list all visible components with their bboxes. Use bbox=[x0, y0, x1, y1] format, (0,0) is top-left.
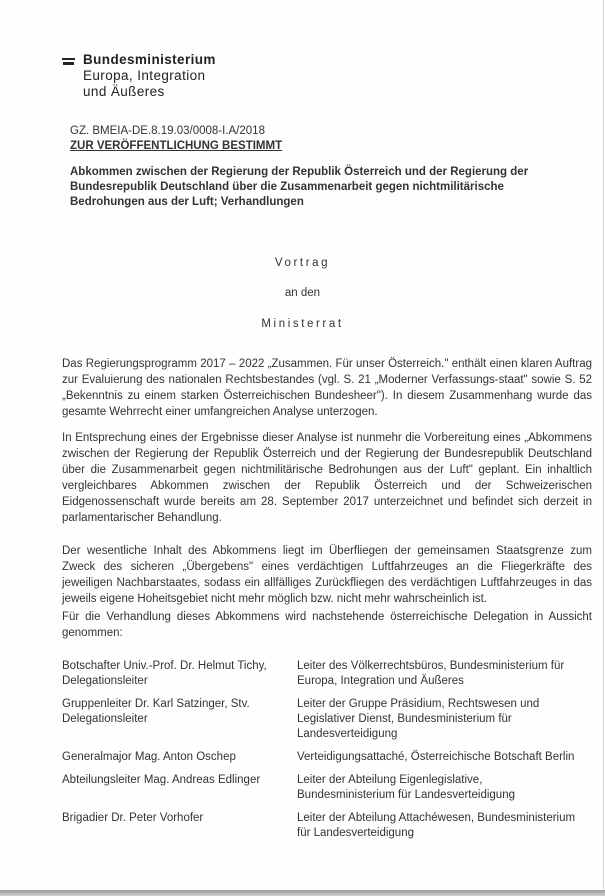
ministry-name bbox=[83, 52, 283, 100]
ministry-name-line3: und Äußeres bbox=[83, 84, 165, 99]
austrian-ministry-mark-icon bbox=[62, 58, 75, 67]
heading-an-den: an den bbox=[284, 287, 321, 299]
member-name: Brigadier Dr. Peter Vorhofer bbox=[62, 812, 204, 824]
member-role: Verteidigungsattaché, Österreichische Botschaft Berlin bbox=[297, 751, 575, 763]
member-name: Generalmajor Mag. Anton Oschep bbox=[62, 751, 236, 763]
delegation-member bbox=[62, 659, 592, 689]
publication-note: ZUR VERÖFFENTLICHUNG BESTIMMT bbox=[70, 140, 283, 152]
delegation-member bbox=[62, 697, 592, 742]
paragraph-1: Das Regierungsprogramm 2017 – 2022 „Zusammen. Für unser Österreich." enthält einen klaren Auftrag zur Evaluierung des nationalen Rechtsbestandes (vgl. S. 21 „Moderner Verfassungs-staat" sowie S. 52 „Bekenntnis zu einem starken Österreichischen Bundesheer"). In diesem Zusammenhang wurde das gesamte Wehrrecht einer umfangreichen Analyse unterzogen. bbox=[62, 358, 592, 418]
heading-vortrag: Vortrag bbox=[274, 257, 331, 269]
reference-number: GZ. BMEIA-DE.8.19.03/0008-I.A/2018 bbox=[70, 125, 265, 137]
delegation-member bbox=[62, 750, 592, 765]
heading-ministerrat: Ministerrat bbox=[261, 318, 344, 330]
paragraph-2: In Entsprechung eines der Ergebnisse dieser Analyse ist nunmehr die Vorbereitung eines „Abkommens zwischen der Regierung der Republik Österreich und der Regierung der Bundesrepublik Deutschland über die Zusammenarbeit gegen nichtmilitärische Bedrohungen aus der Luft" geplant. Ein inhaltlich vergleichbares Abkommen zwischen der Republik Österreich und der Schweizerischen Eidgenossenschaft wurde bereits am 28. September 2017 unterzeichnet und befindet sich derzeit in parlamentarischer Behandlung. bbox=[62, 432, 592, 524]
delegation-member bbox=[62, 773, 592, 803]
paragraph-4: Für die Verhandlung dieses Abkommens wird nachstehende österreichische Delegation in Aussicht genommen: bbox=[62, 611, 592, 639]
member-name: Abteilungsleiter Mag. Andreas Edlinger bbox=[62, 774, 261, 786]
delegation-member bbox=[62, 811, 592, 841]
ministry-name-line1: Bundesministerium bbox=[83, 52, 216, 67]
paragraph-3: Der wesentliche Inhalt des Abkommens liegt im Überfliegen der gemeinsamen Staatsgrenze zum Zweck des sicheren „Übergebens" eines verdächtigen Luftfahrzeuges an die Fliegerkräfte des jeweiligen Nachbarstaates, sodass ein allfälliges Zurückfliegen des verdächtigen Luftfahrzeuges in das jeweils eigene Hoheitsgebiet nicht mehr möglich bzw. nicht mehr wahrscheinlich ist. bbox=[62, 545, 592, 605]
member-role: Leiter des Völkerrechtsbüros, Bundesministerium für Europa, Integration und Äußeres bbox=[297, 660, 565, 687]
ministry-name-line2: Europa, Integration bbox=[83, 68, 206, 83]
document-subject: Abkommen zwischen der Regierung der Republik Österreich und der Regierung der Bundesrepublik Deutschland über die Zusammenarbeit gegen nichtmilitärische Bedrohungen aus der Luft; Verhandlungen bbox=[70, 166, 529, 208]
member-name: Botschafter Univ.-Prof. Dr. Helmut Tichy, Delegationsleiter bbox=[62, 660, 267, 687]
member-role: Leiter der Gruppe Präsidium, Rechtswesen und Legislativer Dienst, Bundesministerium für Landesverteidigung bbox=[297, 698, 540, 740]
delegation-list bbox=[62, 659, 592, 849]
member-role: Leiter der Abteilung Attachéwesen, Bundesministerium für Landesverteidigung bbox=[297, 812, 576, 839]
member-role: Leiter der Abteilung Eigenlegislative, Bundesministerium für Landesverteidigung bbox=[297, 774, 515, 801]
member-name: Gruppenleiter Dr. Karl Satzinger, Stv. Delegationsleiter bbox=[62, 698, 250, 725]
page-bottom-edge bbox=[0, 890, 605, 896]
